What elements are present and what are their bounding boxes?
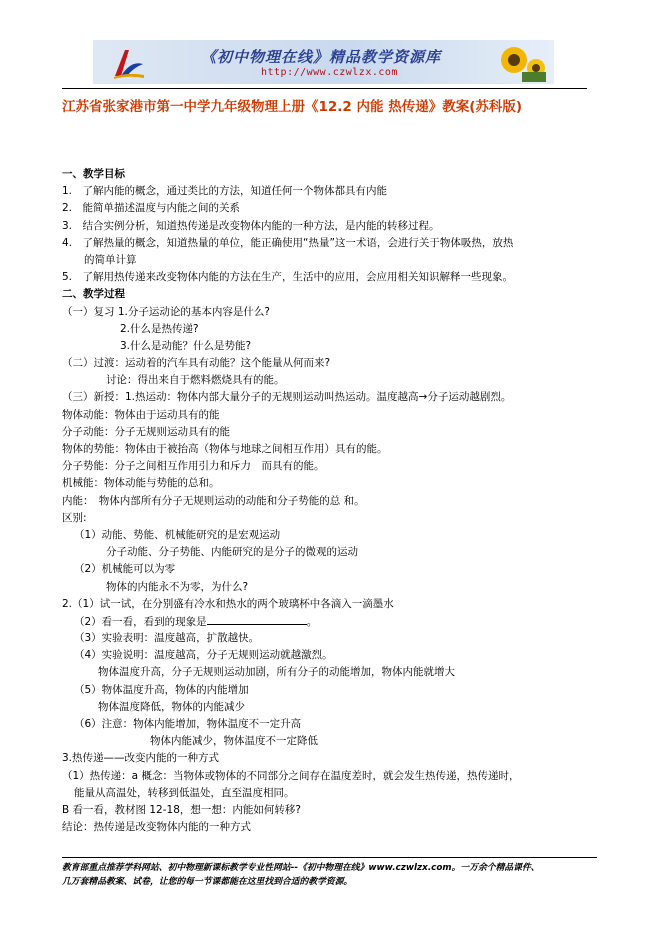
- text-line: 机械能：物体动能与势能的总和。: [62, 477, 220, 490]
- page-footer: [62, 861, 602, 889]
- text-line: 5. 了解用热传递来改变物体内能的方法在生产，生活中的应用，会应用相关知识解释一些现象。: [62, 271, 514, 284]
- text-line: （2）机械能可以为零: [74, 563, 176, 576]
- fill-in-blank: [207, 613, 307, 625]
- text-line: 3.什么是动能？什么是势能?: [120, 339, 252, 352]
- document-body: [62, 166, 602, 836]
- text-line: 的简单计算: [84, 253, 137, 266]
- text-line: 物体的内能永不为零，为什么?: [106, 580, 249, 593]
- footer-line: 几万套精品教案、试卷，让您的每一节课都能在这里找到合适的教学资源。: [62, 877, 353, 887]
- text-line: （1）热传递：a 概念：当物体或物体的不同部分之间存在温度差时，就会发生热传递，热传递时，: [62, 769, 520, 782]
- text-line: 3. 结合实例分析，知道热传递是改变物体内能的一种方法，是内能的转移过程。: [62, 219, 440, 232]
- text-line: （6）注意：物体内能增加，物体温度不一定升高: [74, 718, 302, 730]
- banner-url: http://www.czwlzx.com: [261, 67, 398, 78]
- text-line: （3）实验表明：温度越高，扩散越快。: [74, 632, 260, 645]
- text-line: 物体的势能：物体由于被抬高（物体与地球之间相互作用）具有的能。: [62, 443, 388, 455]
- text-line: 物体温度升高，分子无规则运动加剧，所有分子的动能增加，物体内能就增大: [98, 666, 455, 679]
- site-logo-icon: [111, 46, 145, 80]
- document-title: 江苏省张家港市第一中学九年级物理上册《12.2 内能 热传递》教案(苏科版): [62, 99, 523, 115]
- sunflower-icon: [496, 42, 546, 82]
- text-line: 物体温度降低，物体的内能减少: [98, 700, 245, 713]
- text-line: B 看一看，教材图 12-18，想一想：内能如何转移?: [62, 803, 301, 816]
- text-line: （二）过渡：运动着的汽车具有动能？这个能量从何而来?: [62, 357, 331, 370]
- text-line: 2.（1）试一试，在分别盛有冷水和热水的两个玻璃杯中各滴入一滴墨水: [62, 597, 394, 610]
- text-line: （2）看一看，看到的现象是 。: [62, 613, 602, 630]
- text-line: 3.热传递——改变内能的一种方式: [62, 752, 220, 765]
- footer-divider: [62, 857, 597, 858]
- text-line: （4）实验说明：温度越高，分子无规则运动就越激烈。: [74, 649, 333, 662]
- text-line: 物体内能减少，物体温度不一定降低: [150, 735, 318, 748]
- banner-title: 《初中物理在线》精品教学资源库: [201, 48, 442, 66]
- text-line: （三）新授：1.热运动：物体内部大量分子的无规则运动叫热运动。温度越高→分子运动越剧烈。: [62, 391, 512, 404]
- text-line: 内能： 物体内部所有分子无规则运动的动能和分子势能的总 和。: [62, 494, 365, 507]
- section-heading: 二、教学过程: [62, 288, 125, 301]
- text-line: 物体动能：物体由于运动具有的能: [62, 408, 220, 421]
- text-line: （1）动能、势能、机械能研究的是宏观运动: [74, 528, 281, 541]
- text-line: 分子动能：分子无规则运动具有的能: [62, 425, 230, 438]
- footer-line: 教育部重点推荐学科网站、初中物理新课标教学专业性网站--《初中物理在线》www.czwlzx.com。一万余个精品课件、: [62, 863, 540, 873]
- text-line: 区别:: [62, 511, 87, 524]
- header-divider: [62, 88, 587, 89]
- text-line: 1. 了解内能的概念，通过类比的方法，知道任何一个物体都具有内能: [62, 185, 388, 198]
- text-line: 结论：热传递是改变物体内能的一种方式: [62, 821, 251, 834]
- text-line: 分子势能：分子之间相互作用引力和斥力 而具有的能。: [62, 460, 325, 473]
- text-line: 4. 了解热量的概念，知道热量的单位，能正确使用“热量”这一术语，会进行关于物体吸热，放热: [62, 236, 514, 249]
- text-line: 2. 能简单描述温度与内能之间的关系: [62, 202, 241, 215]
- text-line: 能量从高温处，转移到低温处，直至温度相同。: [74, 786, 295, 799]
- header-banner: [93, 40, 554, 84]
- text-line: 2.什么是热传递?: [120, 322, 199, 335]
- text-line: 讨论：得出来自于燃料燃烧具有的能。: [106, 374, 285, 387]
- text-line: （一）复习 1.分子运动论的基本内容是什么?: [62, 305, 270, 318]
- section-heading: 一、教学目标: [62, 168, 125, 180]
- text-line: （5）物体温度升高，物体的内能增加: [74, 683, 249, 696]
- text-line: 分子动能、分子势能、内能研究的是分子的微观的运动: [106, 546, 358, 559]
